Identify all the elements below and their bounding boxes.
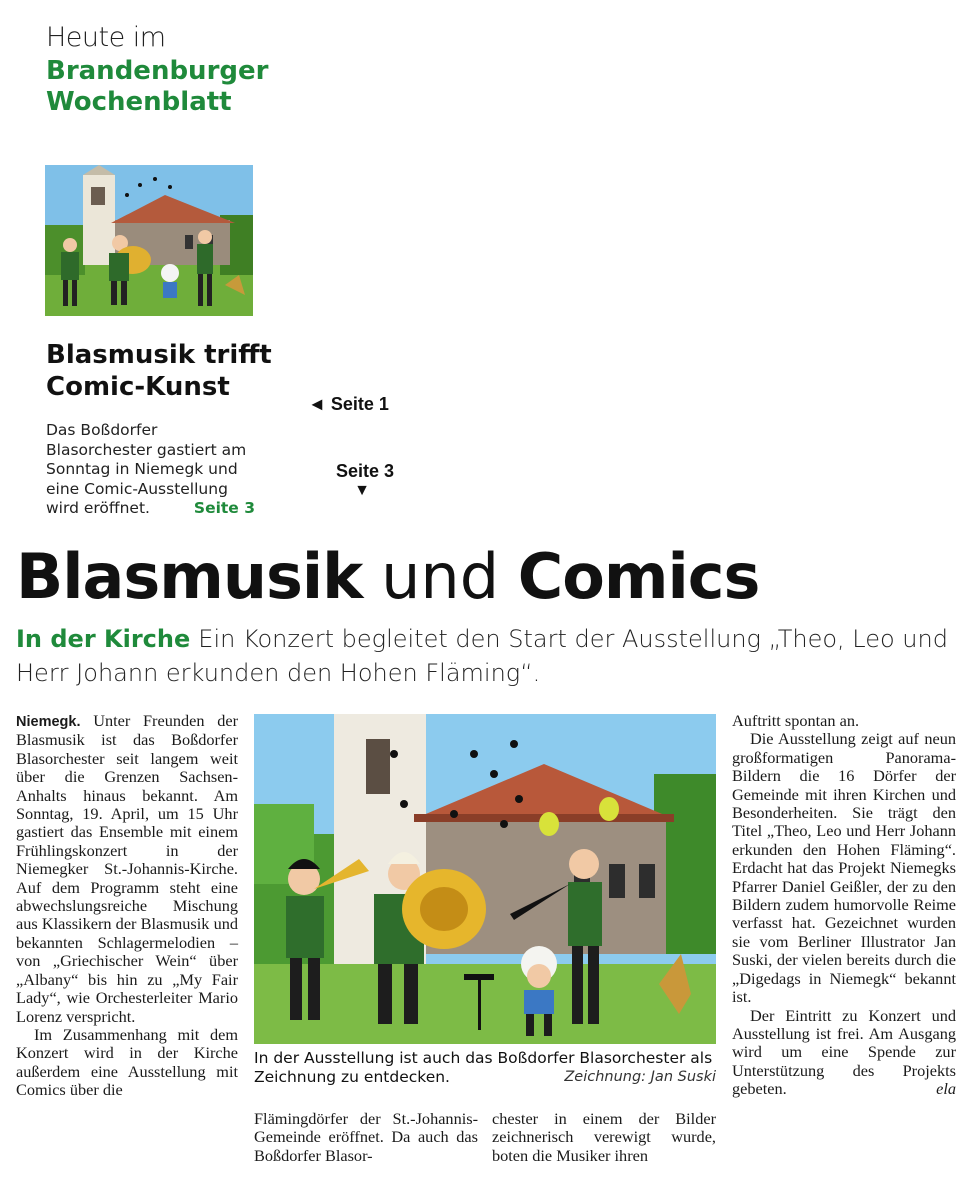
page-marker-down-label: Seite 3 [335,461,395,481]
article-headline [16,540,759,613]
teaser-illustration [45,165,253,316]
paragraph-text: Der Eintritt zu Konzert und Ausstellung ist frei. Am Ausgang wird um eine Spende zur Unterstützung des Projekts gebeten. [732,1005,956,1099]
left-arrow-icon: ◄ [308,394,326,414]
teaser-headline [46,339,306,403]
article-column-2 [254,1110,478,1165]
teaser-brand-line1: Brandenburger [46,56,269,86]
teaser-kicker: Heute im [46,22,166,53]
headline-part2: und [381,540,500,613]
article-paragraph: Die Ausstellung zeigt auf neun großformatigen Panorama-Bildern die 16 Dörfer der Gemeinde mit ihren Kirchen und Besonderheiten. Sie trägt den Titel „Theo, Leo und Herr Johann erkunden den Hohen Fläming“. Erdacht hat das Projekt Niemegks Pfarrer Daniel Geißler, der zu den Bildern zudem humorvolle Reime verfasst hat. Gezeichnet wurden sie vom Berliner Illustrator Jan Suski, der vielen bereits durch die „Digedags in Niemegk“ bekannt ist. [732,729,956,1007]
subline-text: Ein Konzert begleitet den Start der Ausstellung „Theo, Leo und Herr Johann erkunden den Hohen Fläming“. [16,625,948,687]
teaser-headline-line2: Comic-Kunst [46,372,230,402]
headline-part3: Comics [517,540,760,613]
teaser-body: Das Boßdorfer Blasorchester gastiert am Sonntag in Niemegk und eine Comic-Ausstellung wird eröffnet. [46,421,247,517]
caption-text: In der Ausstellung ist auch das Boßdorfer Blasorchester als Zeichnung zu entdecken. [254,1049,713,1086]
headline-part1: Blasmusik [16,540,363,613]
article-column-3 [492,1110,716,1165]
down-arrow-icon: ▼ [354,482,370,499]
image-caption [254,1049,716,1087]
article-paragraph [732,1007,956,1099]
article-subline [16,622,956,690]
page-marker-left [308,394,389,415]
author-signature: ela [936,1079,956,1099]
caption-credit: Zeichnung: Jan Suski [564,1069,716,1085]
article-column-1 [16,712,238,1100]
dateline: Niemegk. [16,714,81,730]
teaser-brand-line2: Wochenblatt [46,87,232,117]
teaser-page-link[interactable]: Seite 3 [193,499,255,517]
article-paragraph [16,712,238,1026]
page-marker-left-label: Seite 1 [330,394,389,414]
article-paragraph: Auftritt spontan an. [732,711,860,730]
subline-kicker: In der Kirche [16,625,191,653]
article-paragraph: Flämingdörfer der St.-Johannis-Gemeinde eröffnet. Da auch das Boßdorfer Blasor- [254,1109,478,1165]
teaser-brand [46,56,306,118]
article-paragraph: chester in einem der Bilder zeichnerisch verewigt wurde, boten die Musiker ihren [492,1109,716,1165]
article-paragraph: Im Zusammenhang mit dem Konzert wird in der Kirche außerdem eine Ausstellung mit Comics über die [16,1024,238,1100]
teaser-headline-line1: Blasmusik trifft [46,340,272,370]
paragraph-text: Unter Freunden der Blasmusik ist das Boßdorfer Blasorchester seit langem weit über die Grenzen Sachsen-Anhalts hinaus bekannt. Am Sonntag, 19. April, um 15 Uhr gastiert das Ensemble mit einem Frühlingskonzert in der Niemegker St.-Johannis-Kirche. Auf dem Programm steht eine abwechslungsreiche Mischung aus Klassikern der Blasmusik und bekannten Schlagermelodien – von „Griechischer Wein“ über „Albany“ bis hin zu „My Fair Lady“, wie Orchesterleiter Mario Lorenz verspricht. [16,711,238,1026]
main-illustration [254,714,716,1044]
page-marker-down [330,461,400,500]
teaser-text [46,421,261,519]
article-column-4 [732,712,956,1099]
